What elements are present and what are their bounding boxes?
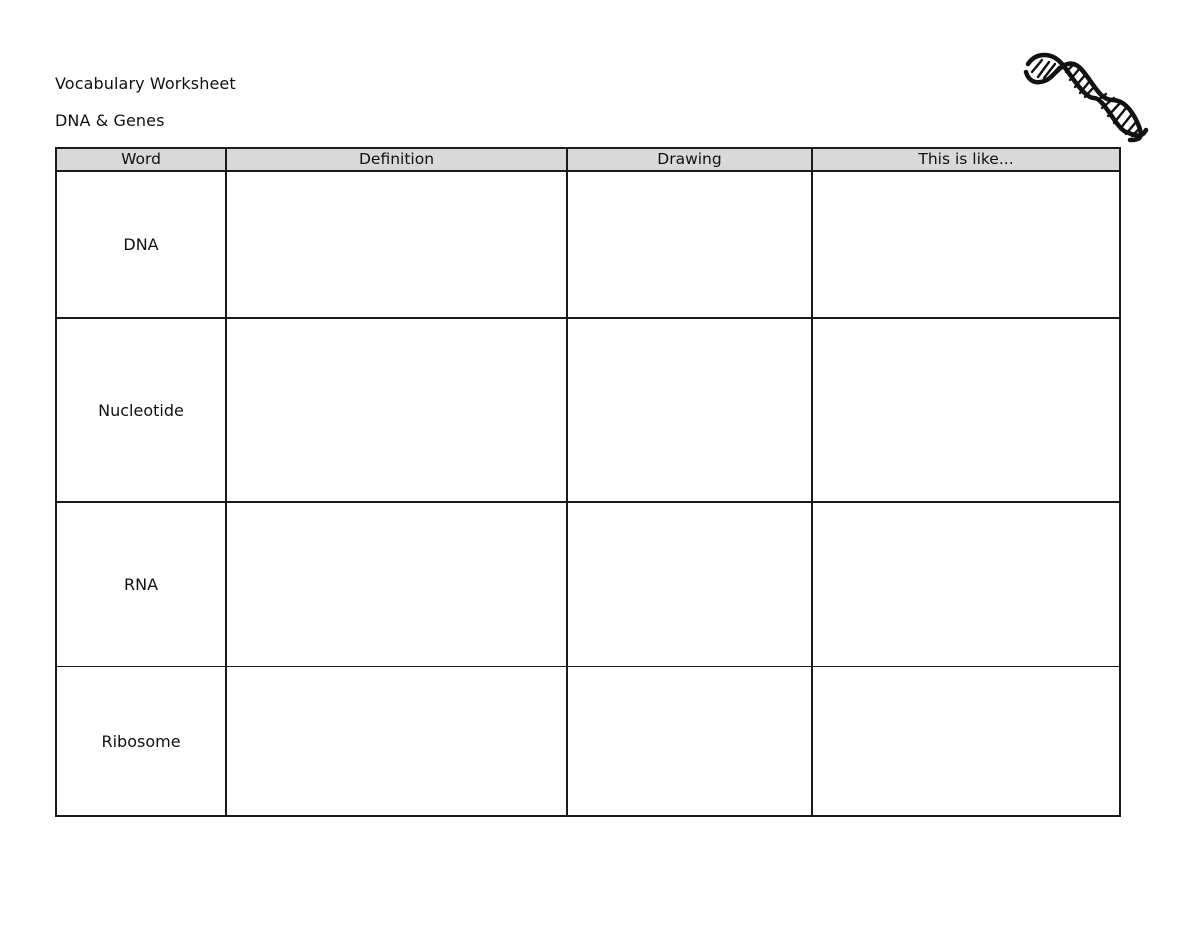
drawing-cell[interactable] [567, 318, 812, 502]
word-cell: DNA [56, 171, 226, 318]
table-row [56, 667, 1120, 817]
table-header-row [56, 148, 1120, 171]
word-cell: RNA [56, 502, 226, 667]
definition-cell[interactable] [226, 171, 567, 318]
drawing-cell[interactable] [567, 171, 812, 318]
worksheet-title: Vocabulary Worksheet [55, 74, 236, 93]
word-cell: Ribosome [56, 667, 226, 817]
table-row [56, 502, 1120, 667]
table-row [56, 171, 1120, 318]
worksheet-subtitle: DNA & Genes [55, 111, 165, 130]
this-is-like-cell[interactable] [812, 667, 1120, 817]
this-is-like-cell[interactable] [812, 318, 1120, 502]
definition-cell[interactable] [226, 502, 567, 667]
this-is-like-cell[interactable] [812, 171, 1120, 318]
this-is-like-cell[interactable] [812, 502, 1120, 667]
word-cell: Nucleotide [56, 318, 226, 502]
column-header-word: Word [56, 148, 226, 171]
vocabulary-table [55, 147, 1121, 817]
dna-helix-icon [1022, 50, 1150, 146]
column-header-this-is-like: This is like... [812, 148, 1120, 171]
drawing-cell[interactable] [567, 502, 812, 667]
definition-cell[interactable] [226, 318, 567, 502]
definition-cell[interactable] [226, 667, 567, 817]
drawing-cell[interactable] [567, 667, 812, 817]
column-header-drawing: Drawing [567, 148, 812, 171]
column-header-definition: Definition [226, 148, 567, 171]
table-row [56, 318, 1120, 502]
